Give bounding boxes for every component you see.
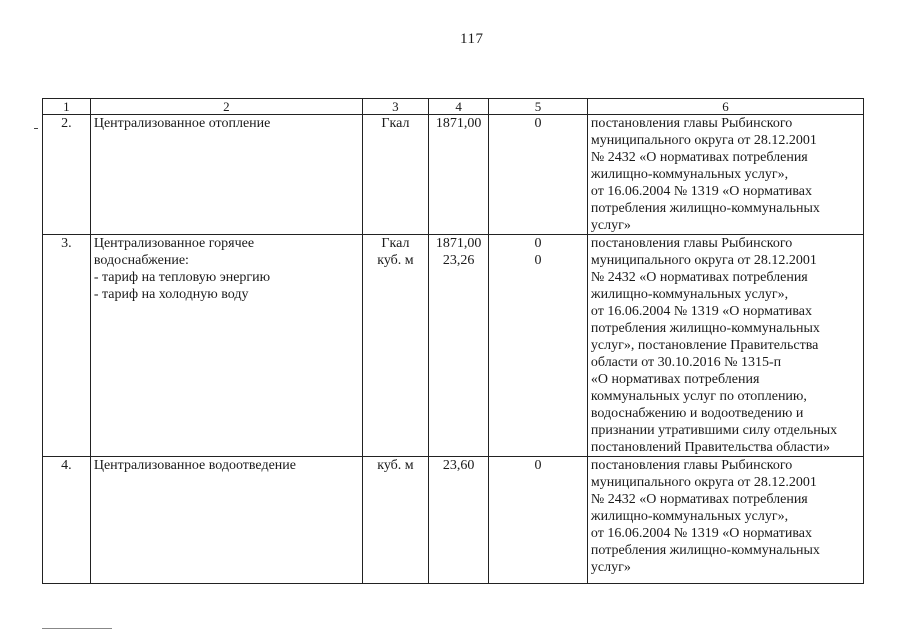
basis-cell-line: № 2432 «О нормативах потребления [590, 492, 808, 507]
footer-rule [42, 628, 112, 629]
basis-cell [587, 115, 863, 235]
basis-cell-line: № 2432 «О нормативах потребления [590, 150, 808, 165]
basis-cell-line: от 16.06.2004 № 1319 «О нормативах [590, 304, 812, 319]
service-cell-line: Централизованное водоотведение [93, 458, 296, 473]
col5-cell-line: 0 [534, 253, 542, 268]
unit-cell [362, 115, 428, 235]
unit-cell-line: Гкал [381, 236, 410, 251]
tariff-table [42, 98, 864, 584]
col5-cell-line: 0 [534, 236, 542, 251]
basis-cell-line: услуг», постановление Правительства [590, 338, 819, 353]
basis-cell [587, 457, 863, 584]
service-cell [90, 115, 362, 235]
basis-cell-line: коммунальных услуг по отоплению, [590, 389, 807, 404]
table-row [43, 457, 864, 584]
basis-cell-line: от 16.06.2004 № 1319 «О нормативах [590, 526, 812, 541]
basis-cell [587, 235, 863, 457]
basis-cell-line: области от 30.10.2016 № 1315-п [590, 355, 782, 370]
col5-cell [489, 235, 588, 457]
table-header [43, 99, 864, 115]
row-number-text: 4. [61, 458, 72, 473]
service-cell-line: Централизованное отопление [93, 116, 271, 131]
tariff-cell-line: 1871,00 [435, 116, 482, 131]
basis-cell-line: № 2432 «О нормативах потребления [590, 270, 808, 285]
tariff-cell [429, 457, 489, 584]
basis-cell-line: водоснабжению и водоотведению и [590, 406, 804, 421]
col5-cell-line: 0 [534, 116, 542, 131]
basis-cell-line: услуг» [590, 218, 631, 233]
tariff-cell-line: 1871,00 [435, 236, 482, 251]
unit-cell-line: Гкал [381, 116, 410, 131]
basis-cell-line: потребления жилищно-коммунальных [590, 543, 820, 558]
basis-cell-line: потребления жилищно-коммунальных [590, 201, 820, 216]
header-col-6: 6 [587, 99, 863, 115]
service-cell-line: - тариф на холодную воду [93, 287, 249, 302]
basis-cell-line: муниципального округа от 28.12.2001 [590, 253, 817, 268]
basis-cell-line: жилищно-коммунальных услуг», [590, 167, 789, 182]
col5-cell-line: 0 [534, 458, 542, 473]
page-number: 117 [460, 31, 484, 47]
basis-cell-line: муниципального округа от 28.12.2001 [590, 133, 817, 148]
basis-cell-line: от 16.06.2004 № 1319 «О нормативах [590, 184, 812, 199]
service-cell-line: - тариф на тепловую энергию [93, 270, 271, 285]
service-cell-line: Централизованное горячее [93, 236, 255, 251]
row-number [43, 115, 91, 235]
row-number-text: 2. [61, 116, 72, 131]
basis-cell-line: муниципального округа от 28.12.2001 [590, 475, 817, 490]
basis-cell-line: постановления главы Рыбинского [590, 116, 793, 131]
basis-cell-line: «О нормативах потребления [590, 372, 760, 387]
table-body [43, 115, 864, 584]
basis-cell-line: постановления главы Рыбинского [590, 458, 793, 473]
row-number [43, 235, 91, 457]
header-col-1: 1 [43, 99, 91, 115]
table-row [43, 115, 864, 235]
basis-cell-line: услуг» [590, 560, 631, 575]
unit-cell-line: куб. м [377, 458, 414, 473]
header-col-4: 4 [429, 99, 489, 115]
header-col-2: 2 [90, 99, 362, 115]
tariff-cell [429, 115, 489, 235]
service-cell-line: водоснабжение: [93, 253, 189, 268]
basis-cell-line: потребления жилищно-коммунальных [590, 321, 820, 336]
row-number [43, 457, 91, 584]
service-cell [90, 235, 362, 457]
service-cell [90, 457, 362, 584]
header-row [43, 99, 864, 115]
header-col-3: 3 [362, 99, 428, 115]
unit-cell-line: куб. м [377, 253, 414, 268]
basis-cell-line: жилищно-коммунальных услуг», [590, 509, 789, 524]
tariff-cell [429, 235, 489, 457]
table-row [43, 235, 864, 457]
header-col-5: 5 [489, 99, 588, 115]
margin-mark [34, 128, 38, 129]
col5-cell [489, 115, 588, 235]
basis-cell-line: жилищно-коммунальных услуг», [590, 287, 789, 302]
row-number-text: 3. [61, 236, 72, 251]
basis-cell-line: постановлений Правительства области» [590, 440, 830, 455]
basis-cell-line: постановления главы Рыбинского [590, 236, 793, 251]
unit-cell [362, 457, 428, 584]
basis-cell-line: признании утратившими силу отдельных [590, 423, 838, 438]
tariff-cell-line: 23,26 [442, 253, 475, 268]
tariff-cell-line: 23,60 [442, 458, 475, 473]
unit-cell [362, 235, 428, 457]
col5-cell [489, 457, 588, 584]
